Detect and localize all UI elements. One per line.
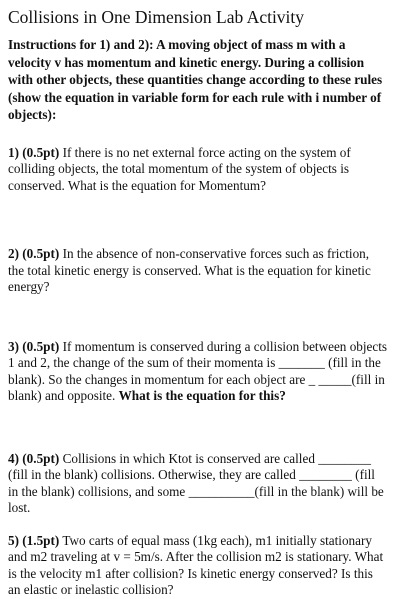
question-3-label: 3) (0.5pt) <box>8 338 60 354</box>
question-3 <box>8 339 388 405</box>
question-5-text: Two carts of equal mass (1kg each), m1 initially stationary and m2 traveling at v = 5m/s. After the collision m2 is stationary. What is the velocity m1 after collision? Is kinetic energy conserved? Is this an elastic or inelastic collision? <box>8 532 384 597</box>
question-3-text: If momentum is conserved during a collision between objects 1 and 2, the change of the sum of their momenta is _______ (fill in the blank). So the changes in momentum for each object are _ _____(fill in blank) and opposite. <box>8 338 388 403</box>
question-5-label: 5) (1.5pt) <box>8 532 60 548</box>
question-5 <box>8 533 388 599</box>
question-1-text: If there is no net external force acting on the system of colliding objects, the total momentum of the system of objects is conserved. What is the equation for Momentum? <box>8 144 351 193</box>
question-1 <box>8 145 388 195</box>
question-2-text: In the absence of non-conservative forces such as friction, the total kinetic energy is conserved. What is the equation for kinetic energy? <box>8 246 371 294</box>
question-4-text: Collisions in which Ktot is conserved are called ________ (fill in the blank) collisions. Otherwise, they are called ________ (fill in the blank) collisions, and some __________(fill in the blank) will be lost. <box>8 450 384 515</box>
instructions-text: Instructions for 1) and 2): A moving object of mass m with a velocity v has momentum and kinetic energy. During a collision with other objects, these quantities change according to these rules (show the equation in variable form for each rule with i number of objects): <box>8 37 383 122</box>
question-1-label: 1) (0.5pt) <box>8 144 60 160</box>
question-3-emphasis: What is the equation for this? <box>118 388 286 403</box>
question-4 <box>8 451 388 517</box>
page-title: Collisions in One Dimension Lab Activity <box>8 7 305 27</box>
question-4-label: 4) (0.5pt) <box>8 450 60 466</box>
question-2 <box>8 246 388 296</box>
question-2-label: 2) (0.5pt) <box>8 246 60 261</box>
